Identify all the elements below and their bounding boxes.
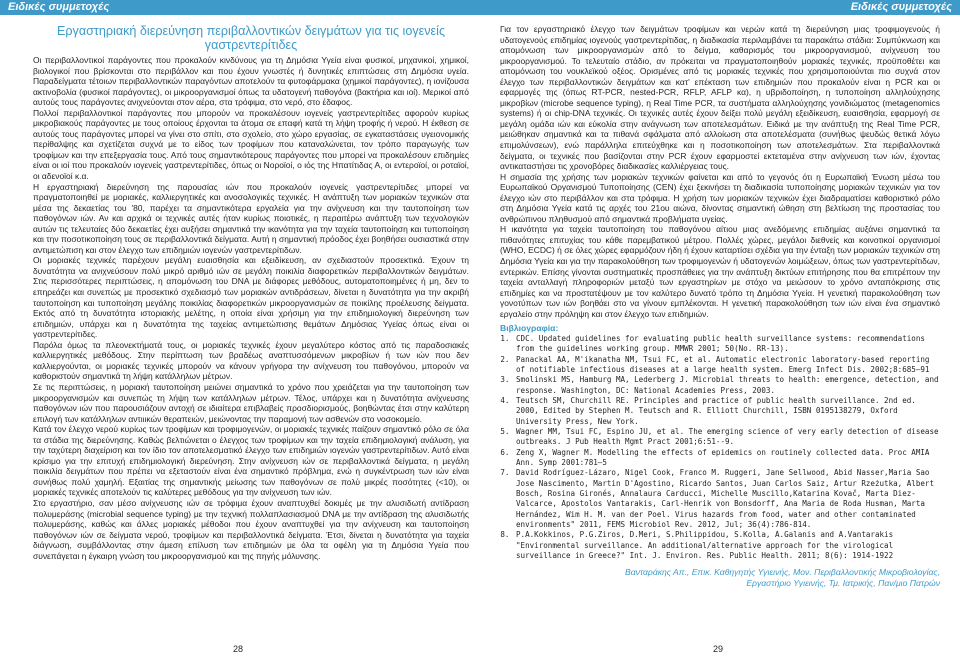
authors-line: Βανταράκης Απ., Επικ. Καθηγητής Υγιεινής, Μον. Περιβαλλοντικής Μικροβιολογίας, [624,567,940,578]
authors-line: Εργαστήριο Υγιεινής, Τμ. Ιατρικής, Παν/μιο Πατρών [746,578,940,589]
paragraph: Η σημασία της χρήσης των μοριακών τεχνικών φαίνεται και από το γεγονός ότι η Ευρωπαϊκή Ένωση μέσω του Ευρωπαϊκού Οργανισμού Τυποποίησης (CEN) έχει ξεκινήσει τη διαδικασία τυποποίησης μοριακών τεχνικών για τον έλεγχο ιών στο περιβάλλον και στα τρόφιμα. Η χρήση των μοριακών τεχνικών έχει διαδραματίσει καθοριστικό ρόλο στη Δημόσια Υγεία κατά τις αρχές του 21ου αιώνα, δίνοντας σημαντική ώθηση στη βελτίωση της προστασίας του ανθρώπινου πληθυσμού από σημαντικά προβλήματα υγείας. [500,171,940,224]
header-bar [0,0,960,15]
paragraph: Η εργαστηριακή διερεύνηση της παρουσίας ιών που προκαλούν ιογενείς γαστρεντερίτιδες μπορεί να πραγματοποιηθεί με μοριακές, καλλιεργητικές και ανοσολογικές τεχνικές. Η ανάπτυξη των μοριακών τεχνικών στα μέσα της δεκαετίας του '80, παρέχει τα σημαντικότερα εργαλεία για την ανίχνευση και την ταυτοποίηση των παθογόνων ιών. Αν και αρχικά οι τεχνικές αυτές ήταν κυρίως ποιοτικές, η περαιτέρω ανάπτυξη των τεχνολογιών αυτών τις τελευταίες δύο δεκαετίες έχει αυξήσει σημαντικά την ικανότητα για την ταχεία ταυτοποίηση και τυποποίηση και την ποσοτικοποίηση τους σε περιβαλλοντικά δείγματα. Αυτή η σημαντική πρόοδος έχει βοηθήσει ουσιαστικά στην αντιμετώπιση και στον έλεγχο των επιδημιών ιογενών γαστρεντερίτιδων. [33,181,469,255]
paragraph: Σε τις περιπτώσεις, η μοριακή ταυτοποίηση μειώνει σημαντικά το χρόνο που χρειάζεται για την ταυτοποίηση των μικροοργανισμών και συνεπώς τη λήψη των κατάλληλων μέτρων. Τέλος, υπάρχει και η δυνατότητα ανίχνευσης παθογόνων ιών που παρουσιάζουν αντοχή σε ιδιαίτερα επιβλαβείς προσδιορισμούς, βοηθώντας έτσι στην καλύτερη επιλογή των κατάλληλων αντιιικών θεραπειών, μειώνοντας την παραμονή των ασθενών στο νοσοκομείο. [33,381,469,424]
reference-item: 7. David Rodríguez-Lázaro, Nigel Cook, Franco M. Ruggeri, Jane Sellwood, Abid Nasser,Maria Sao Jose Nascimento, Martin D'Agostino, Ricardo Santos, Juan Carlos Saiz, Artur Rzeżutka, Albert Bosch, Rosina Gironés, Annalaura Carducci, Michelle Muscillo,Katarina Kovač, Marta Diez-Valcarce, Apostolos Vantarakis, Carl-Henrik von Bonsdorff, Ana Maria de Roda Husman, Marta Hernández, Wim H. M. van der Poel. Virus hazards from food, water and other contaminated environments" 2011, FEMS Microbiol Rev. 2012, Jul; 36(4):786-814. [514,468,940,530]
bibliography-heading: Βιβλιογραφία: [500,323,559,334]
authors-block [500,567,940,589]
reference-item: 6. Zeng X, Wagner M. Modelling the effects of epidemics on routinely collected data. Proc AMIA Ann. Symp 2001:781—5 [514,448,940,469]
paragraph: Παρόλα όμως τα πλεονεκτήματά τους, οι μοριακές τεχνικές έχουν μεγαλύτερο κόστος από τις παραδοσιακές καλλιεργητικές μεθόδους. Στην περίπτωση των βραδέως αναπτυσσόμενων μικροβίων ή των ιών που δεν καλλιεργούνται, οι μοριακές τεχνικές μπορούν να κάνουν γρήγορα την ανίχνευση του παθογόνου, μπορούν να καθοριστούν σημαντικά τη λήψη κατάλληλων μέτρων. [33,339,469,382]
reference-item: 1. CDC. Updated guidelines for evaluating public health surveillance systems: recommendations from the guidelines working group. MMWR 2001; 50(No. RR-13). [514,334,940,355]
paragraph: Κατά τον έλεγχο νερού κυρίως των τροφίμων και τροφιμογενών, οι μοριακές τεχνικές παίζουν σημαντικό ρόλο σε όλα τα στάδια της διερεύνησης. Καθώς βελτιώνεται ο έλεγχος των τροφίμων και την ταχεία επιδημιολογική ανάλυση, για την ταχύτερη διαχείριση και τον ίδιο τον αποτελεσματικό έλεγχο των επιδημιών ιογενών γαστρεντερίτιδων. Αυτό είναι κρίσιμο για την επιτυχή επιδημιολογική διερεύνηση. Στην ανίχνευση ιών σε περιβαλλοντικά δείγματα, η μεγάλη ποικιλία δειγμάτων που πρέπει να εξεταστούν είναι ένα σημαντικό πρόβλημα, ενώ η συγκέντρωση των ιών είναι συνήθως πολύ χαμηλή. Εξαιτίας της σημαντικής μείωσης των παθογόνων σε πολύ μικρές ποσότητες (<10), οι μοριακές τεχνικές αποτελούν τις καλύτερες μεθόδους για την ανίχνευση των ιών. [33,424,469,498]
page-number-left: 28 [233,644,244,654]
reference-item: 2. Panackal AA, M'ikanatha NM, Tsui FC, et al. Automatic electronic laboratory-based reporting of notifiable infectious diseases at a large health system. Emerg Infect Dis. 2002;8:685—91 [514,355,940,376]
paragraph: Οι περιβαλλοντικοί παράγοντες που προκαλούν κινδύνους για τη Δημόσια Υγεία είναι φυσικοί, μηχανικοί, χημικοί, βιολογικοί που βρίσκονται στο περιβάλλον και που έχουν γνωστές ή δυνητικές επιπτώσεις στη Δημόσια υγεία. Παραδείγματα τέτοιων περιβαλλοντικών παραγόντων αποτελούν τα φυτοφάρμακα (χημικοί παράγοντες), η ιονίζουσα ακτινοβολία (φυσικοί παράγοντες), οι μικροοργανισμοί όπως τα υδατογενή παθογόνα (βακτήρια και ιοί). Μερικοί από αυτούς τους παράγοντες ανιχνεύονται στον αέρα, στα τρόφιμα, στο νερό, στο έδαφος. [33,55,469,108]
paragraph: Πολλοί περιβαλλοντικοί παράγοντες που μπορούν να προκαλέσουν ιογενείς γαστρεντερίτιδες αφορούν κυρίως μικροβιακούς παράγοντες με τους οποίους έρχονται τα άτομα σε επαφή κατά τη λήψη τροφής ή νερού. Η έκθεση σε αυτούς τους παράγοντες μπορεί να γίνει στο σπίτι, στο σχολείο, στο χώρο εργασίας, σε εγκαταστάσεις υγειονομικής περίθαλψης και σχετίζεται συχνά με το είδος των τροφίμων που καταναλώνεται, τον τρόπο παραγωγής των τροφίμων και την επεξεργασία τους. Από τους σημαντικότερους παράγοντες που μπορεί να προκαλέσουν επιδημίες είναι οι ιοί που προκαλούν ιογενείς γαστρεντερίτιδες, όπως οι Νοροϊοί, ο ιός της Ηπατίτιδας Α, οι εντεροϊοί, οι ροταϊοί, οι αδενοϊοί κ.α. [33,107,469,182]
page-number-right: 29 [713,644,724,654]
right-column [500,24,940,589]
paragraph: Η ικανότητα για ταχεία ταυτοποίηση του παθογόνου αίτιου μιας ανεδόμενης επιδημίας αυξάνει σημαντικά τα πιθανότητες επιτυχίας του κάθε παρεμβατικού μέτρου. Πολλές χώρες, μεγάλοι διεθνείς και κοινοτικοί οργανισμοί (WHO, ECDC) ή σε όλες χώρες εφαρμόζουν ήδη ή έχουν καταρτίσει σχέδια για την ένταξη των μοριακών τεχνικών στη Δημόσια Υγεία και για την παρακολούθηση των τροφιμογενών ή υδατογενών λοιμώξεων, όπως των γαστρεντερίτιδων, εντερικών. Επίσης γίνονται συστηματικές προσπάθειες για την ανάπτυξη δικτύων επιτήρησης που θα επιτρέπουν την ταχεία ανταλλαγή πληροφοριών μεταξύ των εργαστηρίων με στόχο να μειώσουν το χρόνο ανταπόκρισης στις επιδημίες και να προστατέψουν με τον καλύτερο δυνατό τρόπο τη Δημόσια Υγεία. Η γενετική παρακολούθηση των γονοτύπων των ιών βοηθάει στο να γίνουν εμπλέκονται. Η γενετική παρακολούθηση των ιών είναι ένα σημαντικό εργαλείο στην πρόληψη και στον έλεγχο των επιδημιών. [500,224,940,319]
paragraph: Για τον εργαστηριακό έλεγχο των δειγμάτων τροφίμων και νερών κατά τη διερεύνηση μιας τροφιμογενούς ή υδατογενούς επιδημίας ιογενούς γαστρεντερίτιδας, η διαδικασία περιλαμβάνει τα παρακάτω στάδια: Συμπύκνωση και απομόνωση των μικροοργανισμών από το δείγμα, καθαρισμός του μικροοργανισμού, ανίχνευση του μικροοργανισμού. Το τελευταίο στάδιο, αν πρόκειται να πραγματοποιηθούν μοριακές τεχνικές, προϋποθέτει και απομόνωση του νουκλεϊκού οξέος. Ορισμένες από τις μοριακές τεχνικές που χρησιμοποιούνται πιο συχνά στον έλεγχο των περιβαλλοντικών δειγμάτων και κατ' επέκταση των επιδημιών που προκαλούν είναι η PCR και οι εφαρμογές της (όπως RT-PCR, nested-PCR, RFLP, AFLP κα), η υβριδοποίηση, η τυποποίηση αλληλούχησης μικροβίων (microbe sequence typing), η Real Time PCR, τα συστήματα αλληλούχησης γονιδιώματος (metagenomics systems) ή οι chip-DNA τεχνικές. Οι τεχνικές αυτές έχουν δείξει πολύ μεγάλη εξειδίκευση, ευαισθησία, εφαρμογή σε μεγάλη ομάδα ιών και εύκολία στην ανάγνωση των αποτελεσμάτων. Ειδικά με την ανάπτυξη της Real Time PCR, μειώθηκαν σημαντικά και τα πιθανά σφάλματα από αλλοίωση στα αποτελέσματα (συνήθως ψευδώς θετικά λόγω επιμολύνσεων), ενώ παράλληλα επιτεύχθηκε και η ποσοτικοποίηση των αποτελεσμάτων. Στα περιβαλλοντικά δείγματα, οι τεχνικές που βασίζονται στην PCR έχουν εφαρμοστεί εκτεταμένα στην ανίχνευση των ιών, έχοντας αντικαταστήσει τις χρονοβόρες διαδικασίες καλλιέργειας τους. [500,24,940,172]
header-left-label: Ειδικές συμμετοχές [8,1,110,13]
header-right-label: Ειδικές συμμετοχές [850,1,952,13]
article-title: Εργαστηριακή διερεύνηση περιβαλλοντικών δειγμάτων για τις ιογενείς γαστρεντερίτιδες [56,24,446,52]
reference-list [500,334,940,562]
reference-item: 3. Smolinski MS, Hamburg MA, Lederberg J. Microbial threats to health: emergence, detection, and response. Washington, DC: National Academies Press, 2003. [514,375,940,396]
reference-item: 5. Wagner MM, Tsui FC, Espino JU, et al. The emerging science of very early detection of disease outbreaks. J Pub Health Mgmt Pract 2001;6:51--9. [514,427,940,448]
left-column [33,24,469,561]
reference-item: 4. Teutsch SM, Churchill RE. Principles and practice of public health surveillance. 2nd ed. 2000, Edited by Stephen M. Teutsch and R. Elliott Churchill, ISBN 0195138279, Oxford University Press, New York. [514,396,940,427]
paragraph: Οι μοριακές τεχνικές παρέχουν μεγάλη ευαισθησία και εξειδίκευση, αν σχεδιαστούν προσεκτικά. Έχουν τη δυνατότητα να ανιχνεύσουν πολύ μικρό αριθμό ιών σε μεγάλη ποικιλία διαφορετικών περιβαλλοντικών δειγμάτων. Στις περισσότερες περιπτώσεις, η απομόνωση του DNA με διάφορες μεθόδους, αυτοματοποιημένες ή μη, δεν το επηρεάζει και συνεπώς με προσεκτικό σχεδιασμό των μοριακών αντιδράσεων, δίνεται η δυνατότητα για την ακριβή ταυτοποίηση και τυποποίηση μεγάλης ποικιλίας διαφορετικών μικροοργανισμών σε ποικίλης προέλευσης δείγματα. Εκτός από τη δυνατότητα ιστοριακής μελέτης, η οποία είναι χρήσιμη για την επιδημιολογική διερεύνηση των επιδημιών, υπάρχει και η δυνατότητα της ταχείας αντιμετώπισης θεμάτων Δημόσιας Υγείας όπως είναι οι γαστρεντερίτιδες. [33,255,469,340]
reference-item: 8. P.A.Kokkinos, P.G.Ziros, D.Meri, S.Philippidou, S.Kolla, A.Galanis and A.Vantarakis "Environmental surveillance. An additional/alternative approach for the virological surveillance in Greece?" Int. J. Environ. Res. Public Health. 2011; 8(6): 1914-1922 [514,530,940,561]
paragraph: Στο εργαστήριο, σαν μέσο ανίχνευσης ιών σε τρόφιμα έχουν αναπτυχθεί δοκιμές με την αλυσιδωτή αντίδραση πολυμεράσης (microbial sequence typing) με την τεχνική πολλαπλασιασμού DNA με την αντίδραση της αλυσιδωτής πολυμεράσης, καθώς και άλλες μοριακές μέθοδοι που έχουν αναπτυχθεί για την ανίχνευση και ταυτοποίηση παθογόνων ιών σε δείγματα νερού, τροφίμων και περιβαλλοντικά δείγματα. Έτσι, δίνεται η δυνατότητα για ταχεία διάγνωση, συμβάλλοντας στην άμεση επίλυση των επιδημιών με όλα τα οφέλη για τη Δημόσια Υγεία που συνεπάγεται η έγκαιρη γνώση του μικροοργανισμού και της πηγής μόλυνσης. [33,497,469,561]
